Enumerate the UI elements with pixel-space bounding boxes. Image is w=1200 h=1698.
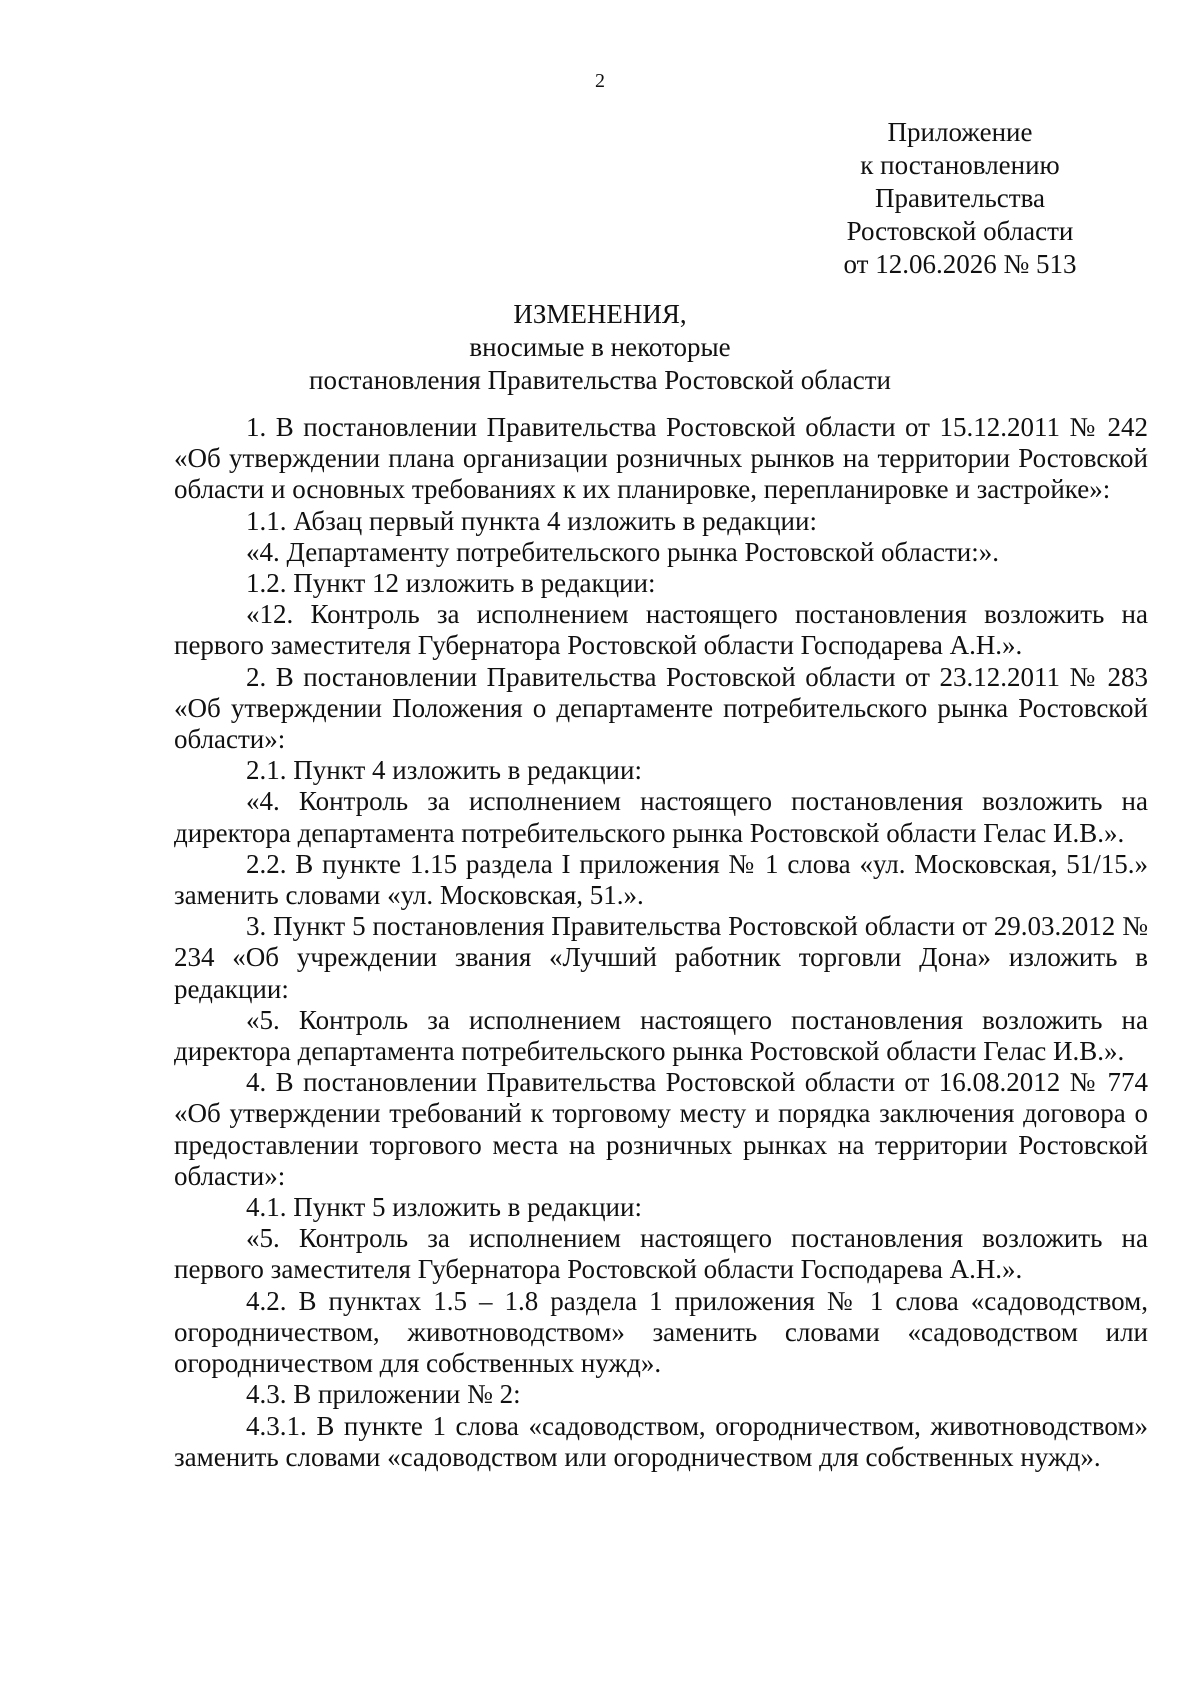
paragraph: 4.2. В пунктах 1.5 – 1.8 раздела 1 приложения № 1 слова «садоводством, огородничеством, животноводством» заменить словами «садоводством или огородничеством для собственных нужд». [174,1285,1148,1379]
paragraph: 2. В постановлении Правительства Ростовской области от 23.12.2011 № 283 «Об утверждении Положения о департаменте потребительского рынка Ростовской области»: [174,661,1148,755]
paragraph: «4. Департаменту потребительского рынка Ростовской области:». [246,536,999,567]
paragraph: 1.2. Пункт 12 изложить в редакции: [246,568,656,599]
page-number: 2 [595,70,605,92]
paragraph: 3. Пункт 5 постановления Правительства Ростовской области от 29.03.2012 № 234 «Об учреждении звания «Лучший работник торговли Дона» изложить в редакции: [174,911,1148,1004]
paragraph: 4.3.1. В пункте 1 слова «садоводством, огородничеством, животноводством» заменить словами «садоводством или огородничеством для собственных нужд». [174,1410,1148,1472]
paragraph: «12. Контроль за исполнением настоящего постановления возложить на первого заместителя Губернатора Ростовской области Господарева А.Н.». [174,599,1148,661]
appendix-block [780,116,1140,281]
appendix-line: Приложение [887,117,1033,147]
document-title [0,298,1200,397]
title-subline: постановления Правительства Ростовской области [309,365,891,395]
title-heading: ИЗМЕНЕНИЯ, [513,299,687,329]
appendix-line: от 12.06.2026 № 513 [843,249,1077,279]
appendix-line: Правительства [875,183,1045,213]
paragraph: 2.2. В пункте 1.15 раздела I приложения № 1 слова «ул. Московская, 51/15.» заменить словами «ул. Московская, 51.». [174,848,1148,911]
paragraph: 4.1. Пункт 5 изложить в редакции: [246,1192,642,1223]
paragraph: 4. В постановлении Правительства Ростовской области от 16.08.2012 № 774 «Об утверждении требований к торговому месту и порядка заключения договора о предоставлении торгового места на розничных рынках на территории Ростовской области»: [174,1067,1148,1191]
paragraph: «4. Контроль за исполнением настоящего постановления возложить на директора департамента потребительского рынка Ростовской области Гелас И.В.». [174,786,1148,848]
paragraph: 1.1. Абзац первый пункта 4 изложить в редакции: [246,505,817,536]
paragraph: «5. Контроль за исполнением настоящего постановления возложить на первого заместителя Губернатора Ростовской области Господарева А.Н.». [174,1223,1148,1285]
appendix-line: Ростовской области [846,216,1074,246]
paragraph: 4.3. В приложении № 2: [246,1379,521,1410]
paragraph: 1. В постановлении Правительства Ростовской области от 15.12.2011 № 242 «Об утверждении плана организации розничных рынков на территории Ростовской области и основных требованиях к их планировке, перепланировке и застройке»: [174,412,1148,505]
title-subline: вносимые в некоторые [469,332,731,362]
document-body [174,412,1148,1473]
appendix-line: к постановлению [860,150,1060,180]
paragraph: 2.1. Пункт 4 изложить в редакции: [246,755,642,786]
paragraph: «5. Контроль за исполнением настоящего постановления возложить на директора департамента потребительского рынка Ростовской области Гелас И.В.». [174,1004,1148,1067]
